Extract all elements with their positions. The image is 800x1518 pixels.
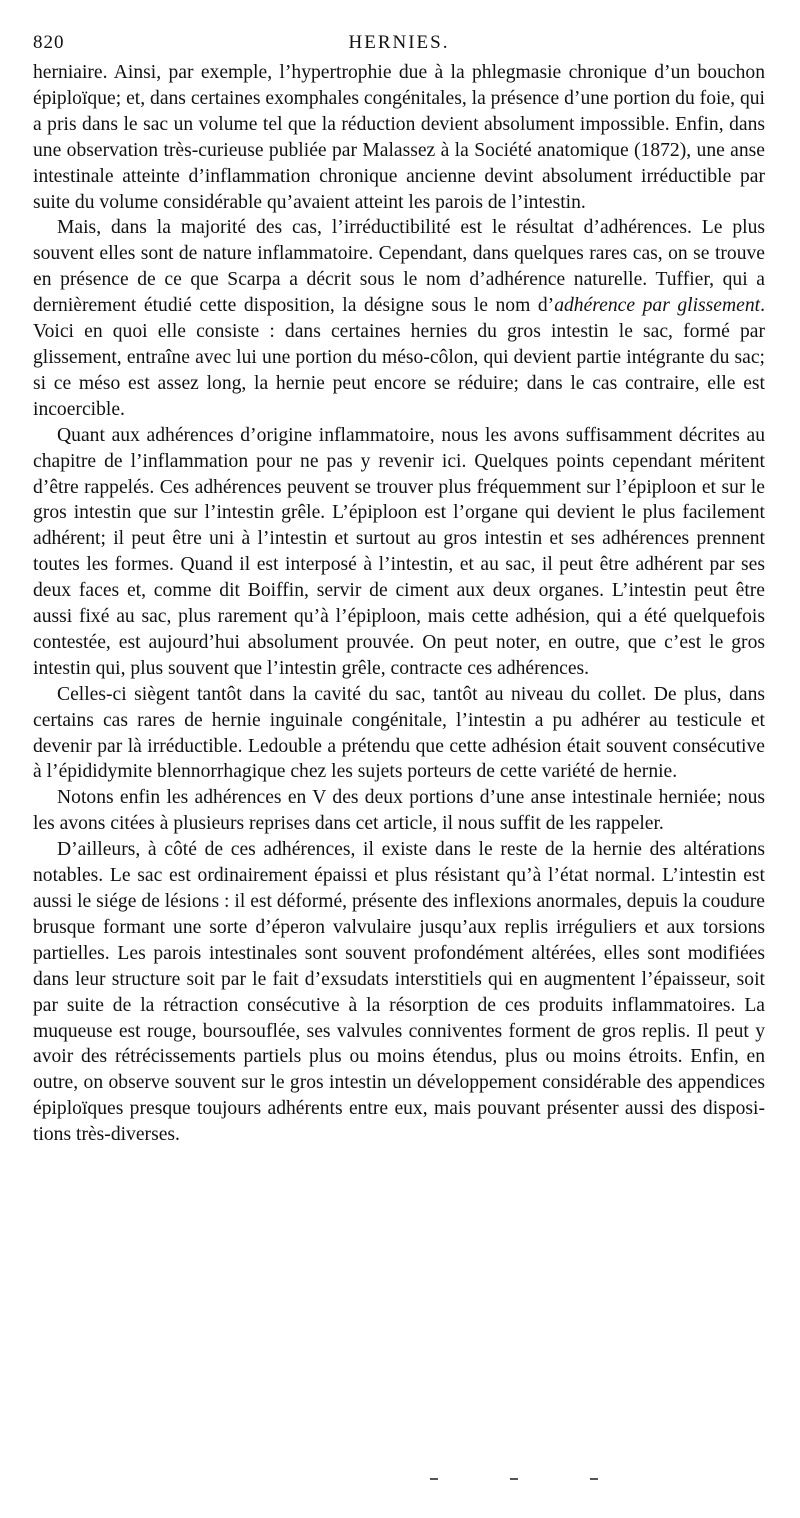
paragraph-4	[33, 682, 765, 786]
paragraph-1	[33, 60, 765, 215]
paragraph-6	[33, 837, 765, 1148]
document-page	[33, 28, 765, 1148]
footer-marks	[0, 1478, 800, 1488]
body-text	[33, 60, 765, 1148]
paragraph-4-text: Celles-ci siègent tantôt dans la cavité du sac, tantôt au niveau du collet. De plus, dans certains cas rares de hernie inguinale congénitale, l’intestin a pu adhérer au testicule et devenir par là irréductible. Ledouble a prétendu que cette adhésion était souvent consécutive à l’épididymite blennorrhagique chez les sujets porteurs de cette variété de hernie.	[33, 683, 765, 783]
running-title: HERNIES.	[348, 32, 450, 53]
footer-mark	[510, 1478, 518, 1480]
paragraph-2-text-start: Mais, dans la majorité des cas, l’irréductibilité est le résultat d’adhérences. Le plus souvent elles sont de nature inflammatoire. Cependant, dans quelques rares cas, on se trouve en présence de ce que Scarpa a décrit sous le nom d’adhérence naturelle. Tuffier, qui a dernièrement étudié cette disposition, la désigne sous le nom d’	[33, 217, 765, 317]
paragraph-2-italic-term: adhérence par glissement	[554, 295, 761, 317]
paragraph-5-text: Notons enfin les adhérences en V des deux portions d’une anse intestinale herniée; nous les avons citées à plusieurs reprises dans cet article, il nous suffit de les rappeler.	[33, 787, 765, 835]
paragraph-6-text: D’ailleurs, à côté de ces adhérences, il existe dans le reste de la hernie des altérations notables. Le sac est ordinairement épaissi et plus résistant qu’à l’état normal. L’intestin est aussi le siége de lésions : il est déformé, présente des inflexions anormales, depuis la coudure brusque formant une sorte d’éperon valvulaire jusqu’aux replis irréguliers et aux torsions partielles. Les parois intestinales sont souvent profondément altérées, elles sont modifiées dans leur structure soit par le fait d’exsudats interstitiels qui en augmentent l’épaisseur, soit par suite de la rétraction consécutive à la résorption de ces produits inflammatoires. La muqueuse est rouge, boursouflée, ses valvules conniventes forment de gros replis. Il peut y avoir des rétrécissements partiels plus ou moins étendus, plus ou moins étroits. Enfin, en outre, on observe souvent sur le gros intestin un développement considérable des appendices épiploïques presque toujours adhérents entre eux, mais pouvant présenter aussi des dispositions très-diverses.	[33, 839, 765, 1146]
paragraph-5	[33, 785, 765, 837]
footer-mark	[430, 1478, 438, 1480]
paragraph-2-text-end: . Voici en quoi elle consiste : dans certaines hernies du gros intestin le sac, formé par glissement, entraîne avec lui une portion du méso-côlon, qui devient partie intégrante du sac; si ce méso est assez long, la hernie peut encore se réduire; dans le cas contraire, elle est incoercible.	[33, 295, 765, 420]
page-header	[33, 28, 765, 58]
page-number: 820	[33, 32, 65, 53]
paragraph-3-text: Quant aux adhérences d’origine inflammatoire, nous les avons suffisamment décrites au chapitre de l’inflammation pour ne pas y revenir ici. Quelques points cependant méritent d’être rappelés. Ces adhérences peuvent se trouver plus fréquemment sur l’épiploon et sur le gros intestin que sur l’intestin grêle. L’épiploon est l’organe qui devient le plus facilement adhérent; il peut être uni à l’intestin et surtout au gros intestin et ses adhérences prennent toutes les formes. Quand il est interposé à l’intestin, et au sac, il peut être adhérent par ses deux faces et, comme dit Boiffin, servir de ciment aux deux organes. L’intestin peut être aussi fixé au sac, plus rarement qu’à l’épiploon, mais cette adhésion, qui a été quelquefois contestée, est aujourd’hui absolument prouvée. On peut noter, en outre, que c’est le gros intestin qui, plus souvent que l’intestin grêle, contracte ces adhérences.	[33, 424, 765, 679]
paragraph-2	[33, 215, 765, 422]
footer-mark	[590, 1478, 598, 1480]
paragraph-3	[33, 423, 765, 682]
paragraph-1-text: herniaire. Ainsi, par exemple, l’hypertrophie due à la phlegmasie chronique d’un bouchon épiploïque; et, dans certaines exomphales congénitales, la présence d’une portion du foie, qui a pris dans le sac un volume tel que la réduction devient absolument impossible. Enfin, dans une observation très-curieuse publiée par Malassez à la Société anatomique (1872), une anse intestinale atteinte d’inflammation chronique ancienne devint absolument irréductible par suite du volume considérable qu’avaient atteint les parois de l’intestin.	[33, 62, 765, 213]
